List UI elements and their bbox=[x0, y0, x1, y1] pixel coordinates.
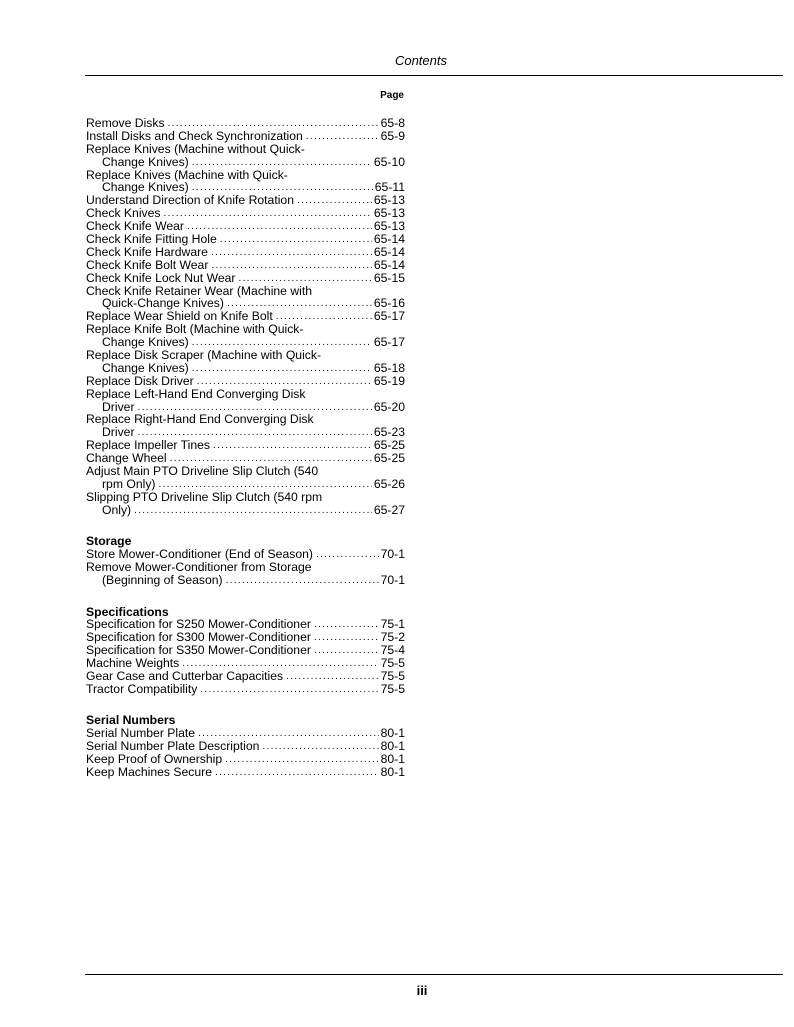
dot-leader bbox=[134, 505, 372, 518]
toc-entry-title: Replace Left-Hand End Converging Disk bbox=[86, 386, 306, 401]
dot-leader bbox=[297, 195, 372, 208]
dot-leader bbox=[197, 376, 372, 389]
section-heading: Storage bbox=[86, 534, 132, 549]
toc-entry-title: Replace Disk Driver bbox=[86, 373, 194, 388]
dot-leader bbox=[314, 632, 379, 645]
toc-entry-title: Check Knife Bolt Wear bbox=[86, 257, 209, 272]
toc-entry-title: (Beginning of Season) bbox=[102, 572, 223, 587]
toc-entry-title: Change Knives) bbox=[102, 335, 189, 350]
dot-leader bbox=[227, 298, 372, 311]
toc-entry-title: Check Knife Retainer Wear (Machine with bbox=[86, 283, 313, 298]
dot-leader bbox=[211, 247, 372, 260]
toc-entry-continuation bbox=[86, 362, 405, 375]
toc-entry bbox=[86, 233, 405, 246]
toc-entry-page: 75-4 bbox=[380, 643, 405, 658]
toc-entry-title: Check Knife Wear bbox=[86, 219, 184, 234]
dot-leader bbox=[276, 311, 372, 324]
toc-entry-page: 70-1 bbox=[380, 547, 405, 562]
toc-entry-page: 65-15 bbox=[373, 270, 405, 285]
toc-entry-title: Replace Disk Scraper (Machine with Quick- bbox=[86, 348, 322, 363]
toc-entry bbox=[86, 683, 405, 696]
toc-entry-page: 65-13 bbox=[373, 206, 405, 221]
toc-entry-title: Replace Knife Bolt (Machine with Quick- bbox=[86, 322, 304, 337]
header-rule bbox=[85, 75, 783, 76]
toc-entry-title: Keep Proof of Ownership bbox=[86, 752, 223, 767]
dot-leader bbox=[215, 767, 379, 780]
dot-leader bbox=[198, 728, 379, 741]
toc-entry-title: Specification for S350 Mower-Conditioner bbox=[86, 643, 311, 658]
toc-entry-title: Tractor Compatibility bbox=[86, 681, 198, 696]
toc-entry-page: 80-1 bbox=[380, 726, 405, 741]
section-heading: Serial Numbers bbox=[86, 713, 176, 728]
toc-entry-title: Replace Right-Hand End Converging Disk bbox=[86, 412, 314, 427]
toc-entry-page: 65-13 bbox=[373, 219, 405, 234]
footer-rule bbox=[85, 974, 783, 975]
toc-entry-title: Serial Number Plate Description bbox=[86, 739, 260, 754]
toc-entry-page: 80-1 bbox=[380, 765, 405, 780]
toc-section-serial-numbers bbox=[86, 714, 405, 778]
dot-leader bbox=[306, 131, 379, 144]
toc-entry bbox=[86, 349, 405, 362]
toc-entry-title: Remove Mower-Conditioner from Storage bbox=[86, 560, 312, 575]
toc-entry-title: Understand Direction of Knife Rotation bbox=[86, 193, 294, 208]
dot-leader bbox=[192, 337, 372, 350]
toc-entry-title: Change Knives) bbox=[102, 360, 189, 375]
toc-entry-page: 65-27 bbox=[373, 502, 405, 517]
toc-entry-page: 75-5 bbox=[380, 669, 405, 683]
dot-leader bbox=[138, 427, 372, 440]
toc-entry-title: Serial Number Plate bbox=[86, 726, 196, 741]
toc-entry bbox=[86, 117, 405, 130]
toc-entry-page: 75-5 bbox=[380, 656, 405, 671]
toc-entry bbox=[86, 375, 405, 388]
dot-leader bbox=[200, 684, 378, 697]
toc-entry-title: Only) bbox=[102, 502, 132, 517]
toc-entry-title: Replace Impeller Tines bbox=[86, 438, 210, 453]
toc-entry-title: Driver bbox=[102, 425, 135, 440]
toc-entry-page: 65-13 bbox=[373, 193, 405, 208]
dot-leader bbox=[211, 260, 371, 273]
toc-entry-title: Machine Weights bbox=[86, 656, 180, 671]
toc-entry-title: Quick-Change Knives) bbox=[102, 296, 224, 311]
dot-leader bbox=[262, 741, 378, 754]
toc-entry-title: Keep Machines Secure bbox=[86, 765, 213, 780]
toc-entry bbox=[86, 259, 405, 272]
dot-leader bbox=[192, 363, 372, 376]
toc-entry-title: Driver bbox=[102, 399, 135, 414]
toc-entry-title: Check Knife Lock Nut Wear bbox=[86, 270, 236, 285]
toc-section-storage bbox=[86, 535, 405, 587]
dot-leader bbox=[314, 645, 379, 658]
page-number: iii bbox=[416, 983, 428, 998]
toc-entry-page: 65-23 bbox=[373, 425, 405, 440]
toc-entry-page: 70-1 bbox=[380, 572, 405, 587]
toc-entry-title: Slipping PTO Driveline Slip Clutch (540 rpm bbox=[86, 489, 323, 504]
dot-leader bbox=[170, 453, 372, 466]
toc-entry bbox=[86, 388, 405, 401]
toc-entry-title: Replace Wear Shield on Knife Bolt bbox=[86, 309, 273, 324]
dot-leader bbox=[192, 157, 372, 170]
toc-entry-title: Adjust Main PTO Driveline Slip Clutch (540 bbox=[86, 464, 319, 479]
dot-leader bbox=[159, 479, 372, 492]
page-column-label: Page bbox=[380, 90, 404, 101]
toc-entry-page: 65-18 bbox=[373, 360, 405, 375]
toc-entry-page: 65-14 bbox=[373, 232, 405, 247]
dot-leader bbox=[192, 182, 373, 195]
toc-entry-page: 80-1 bbox=[380, 752, 405, 767]
toc-entry-title: Specification for S250 Mower-Conditioner bbox=[86, 617, 311, 632]
toc-entry-title: Change Knives) bbox=[102, 180, 189, 195]
toc-entry-continuation bbox=[86, 574, 405, 587]
table-of-contents bbox=[86, 117, 405, 779]
dot-leader bbox=[316, 549, 379, 562]
toc-entry bbox=[86, 465, 405, 478]
toc-entry-title: Replace Knives (Machine with Quick- bbox=[86, 167, 288, 182]
dot-leader bbox=[238, 273, 371, 286]
page-header-title: Contents bbox=[394, 53, 447, 68]
toc-entry-title: Check Knives bbox=[86, 206, 161, 221]
toc-entry bbox=[86, 246, 405, 259]
toc-entry-page: 65-25 bbox=[373, 438, 405, 453]
toc-entry-page: 65-14 bbox=[373, 257, 405, 272]
toc-entry-page: 65-8 bbox=[380, 116, 405, 130]
toc-entry bbox=[86, 272, 405, 285]
dot-leader bbox=[226, 575, 379, 588]
toc-entry-page: 65-9 bbox=[380, 128, 405, 143]
toc-entry-title: Check Knife Fitting Hole bbox=[86, 232, 217, 247]
dot-leader bbox=[314, 619, 379, 632]
toc-entry-title: Gear Case and Cutterbar Capacities bbox=[86, 669, 284, 683]
section-heading: Specifications bbox=[86, 604, 169, 619]
toc-entry-title: Check Knife Hardware bbox=[86, 244, 208, 259]
toc-entry bbox=[86, 491, 405, 504]
toc-entry-page: 65-16 bbox=[373, 296, 405, 311]
toc-entry-title: Remove Disks bbox=[86, 116, 165, 130]
toc-entry-page: 65-10 bbox=[373, 154, 405, 169]
dot-leader bbox=[187, 221, 372, 234]
toc-entry-page: 65-17 bbox=[373, 335, 405, 350]
toc-entry-page: 75-2 bbox=[380, 630, 405, 645]
dot-leader bbox=[220, 234, 372, 247]
toc-entry-title: rpm Only) bbox=[102, 476, 156, 491]
toc-entry-title: Change Wheel bbox=[86, 451, 167, 466]
toc-entry bbox=[86, 670, 405, 683]
dot-leader bbox=[138, 402, 372, 415]
toc-entry-page: 75-5 bbox=[380, 681, 405, 696]
toc-entry-page: 65-17 bbox=[373, 309, 405, 324]
toc-entry-page: 65-14 bbox=[373, 244, 405, 259]
toc-entry-page: 65-26 bbox=[373, 476, 405, 491]
dot-leader bbox=[168, 118, 379, 131]
dot-leader bbox=[164, 208, 372, 221]
dot-leader bbox=[286, 671, 378, 684]
dot-leader bbox=[225, 754, 378, 767]
toc-section-specifications bbox=[86, 606, 405, 696]
toc-entry bbox=[86, 130, 405, 143]
toc-entry bbox=[86, 143, 405, 156]
toc-entry-continuation bbox=[86, 504, 405, 517]
toc-entry-page: 65-19 bbox=[373, 373, 405, 388]
toc-entry-title: Specification for S300 Mower-Conditioner bbox=[86, 630, 311, 645]
toc-entry-page: 65-11 bbox=[374, 180, 405, 195]
toc-entry-title: Change Knives) bbox=[102, 154, 189, 169]
dot-leader bbox=[182, 658, 378, 671]
toc-entry-page: 65-20 bbox=[373, 399, 405, 414]
toc-entry-page: 65-25 bbox=[373, 451, 405, 466]
toc-entry-continuation bbox=[86, 478, 405, 491]
toc-entry bbox=[86, 766, 405, 779]
toc-entry-continuation bbox=[86, 156, 405, 169]
toc-entry-title: Store Mower-Conditioner (End of Season) bbox=[86, 547, 313, 562]
toc-entry-title: Install Disks and Check Synchronization bbox=[86, 128, 303, 143]
toc-entry-page: 75-1 bbox=[380, 617, 405, 632]
toc-entry-title: Replace Knives (Machine without Quick- bbox=[86, 141, 305, 156]
toc-entry-page: 80-1 bbox=[380, 739, 405, 754]
dot-leader bbox=[213, 440, 372, 453]
